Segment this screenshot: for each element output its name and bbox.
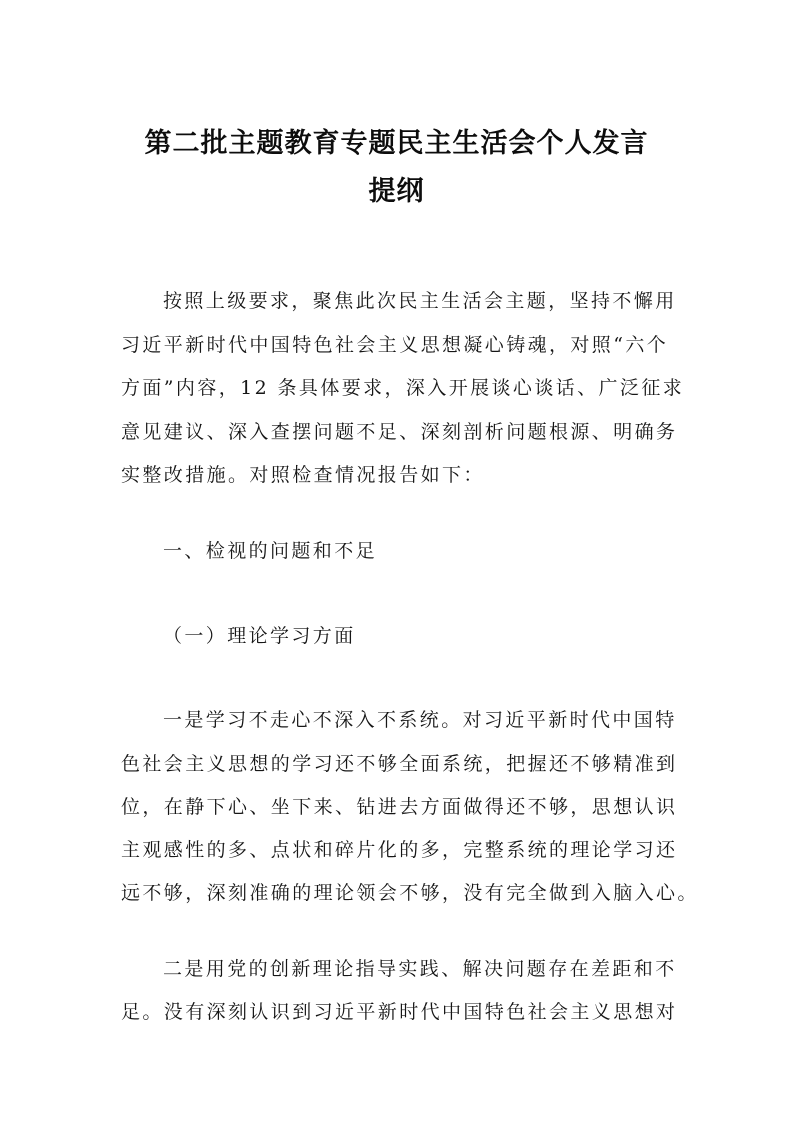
document-title-line-2: 提纲 — [368, 176, 425, 207]
point-1-line: 一是学习不走心不深入不系统。对习近平新时代中国特 — [163, 709, 677, 731]
subsection-heading: （一）理论学习方面 — [163, 625, 356, 647]
document-title-line-1: 第二批主题教育专题民主生活会个人发言 — [144, 128, 649, 159]
point-1-line: 色社会主义思想的学习还不够全面系统，把握还不够精准到 — [121, 753, 678, 775]
intro-paragraph-line: 实整改措施。对照检查情况报告如下： — [121, 464, 485, 486]
section-heading: 一、检视的问题和不足 — [163, 540, 378, 562]
intro-paragraph-line: 意见建议、深入查摆问题不足、深刻剖析问题根源、明确务 — [121, 421, 678, 443]
intro-paragraph-line: 习近平新时代中国特色社会主义思想凝心铸魂，对照“六个 — [121, 334, 669, 356]
point-1-line: 主观感性的多、点状和碎片化的多，完整系统的理论学习还 — [121, 839, 678, 861]
point-2-line: 足。没有深刻认识到习近平新时代中国特色社会主义思想对 — [121, 1001, 678, 1023]
point-1-line: 位，在静下心、坐下来、钻进去方面做得还不够，思想认识 — [121, 796, 678, 818]
intro-paragraph-line: 按照上级要求，聚焦此次民主生活会主题，坚持不懈用 — [163, 290, 677, 312]
point-1-line: 远不够，深刻准确的理论领会不够，没有完全做到入脑入心。 — [121, 882, 699, 904]
intro-paragraph-line: 方面”内容，12 条具体要求，深入开展谈心谈话、广泛征求 — [121, 377, 685, 399]
point-2-line: 二是用党的创新理论指导实践、解决问题存在差距和不 — [163, 958, 677, 980]
